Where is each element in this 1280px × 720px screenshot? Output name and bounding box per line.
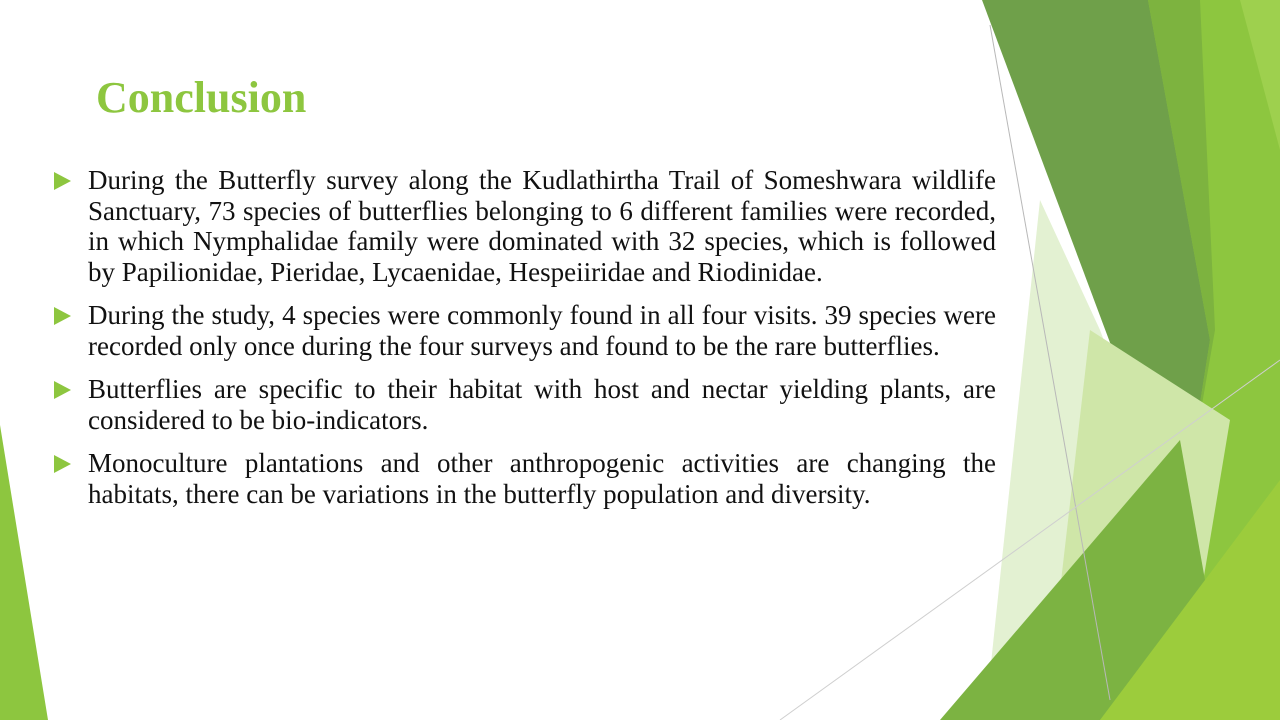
bullet-text: During the study, 4 species were commonly found in all four visits. 39 species were recorded only once during the four surveys and found to be the rare butterflies. bbox=[88, 300, 996, 361]
bullet-text: Butterflies are specific to their habitat with host and nectar yielding plants, are considered to be bio-indicators. bbox=[88, 374, 996, 435]
bullet-text: Monoculture plantations and other anthropogenic activities are changing the habitats, there can be variations in the butterfly population and diversity. bbox=[88, 448, 996, 509]
bullet-text: During the Butterfly survey along the Kudlathirtha Trail of Someshwara wildlife Sanctuary, 73 species of butterflies belonging to 6 different families were recorded, in which Nymphalidae family were dominated with 32 species, which is followed by Papilionidae, Pieridae, Lycaenidae, Hespeiiridae and Riodinidae. bbox=[88, 165, 996, 287]
slide-title: Conclusion bbox=[96, 73, 307, 122]
bullet-list bbox=[54, 165, 996, 522]
triangle-bullet-icon bbox=[54, 381, 71, 399]
left-green-wedge bbox=[0, 425, 48, 720]
triangle-bullet-icon bbox=[54, 455, 71, 473]
triangle-bullet-icon bbox=[54, 307, 71, 325]
triangle-bullet-icon bbox=[54, 172, 71, 190]
bullet-item bbox=[54, 165, 996, 287]
bullet-item bbox=[54, 300, 996, 361]
bullet-item bbox=[54, 374, 996, 435]
bullet-item bbox=[54, 448, 996, 509]
